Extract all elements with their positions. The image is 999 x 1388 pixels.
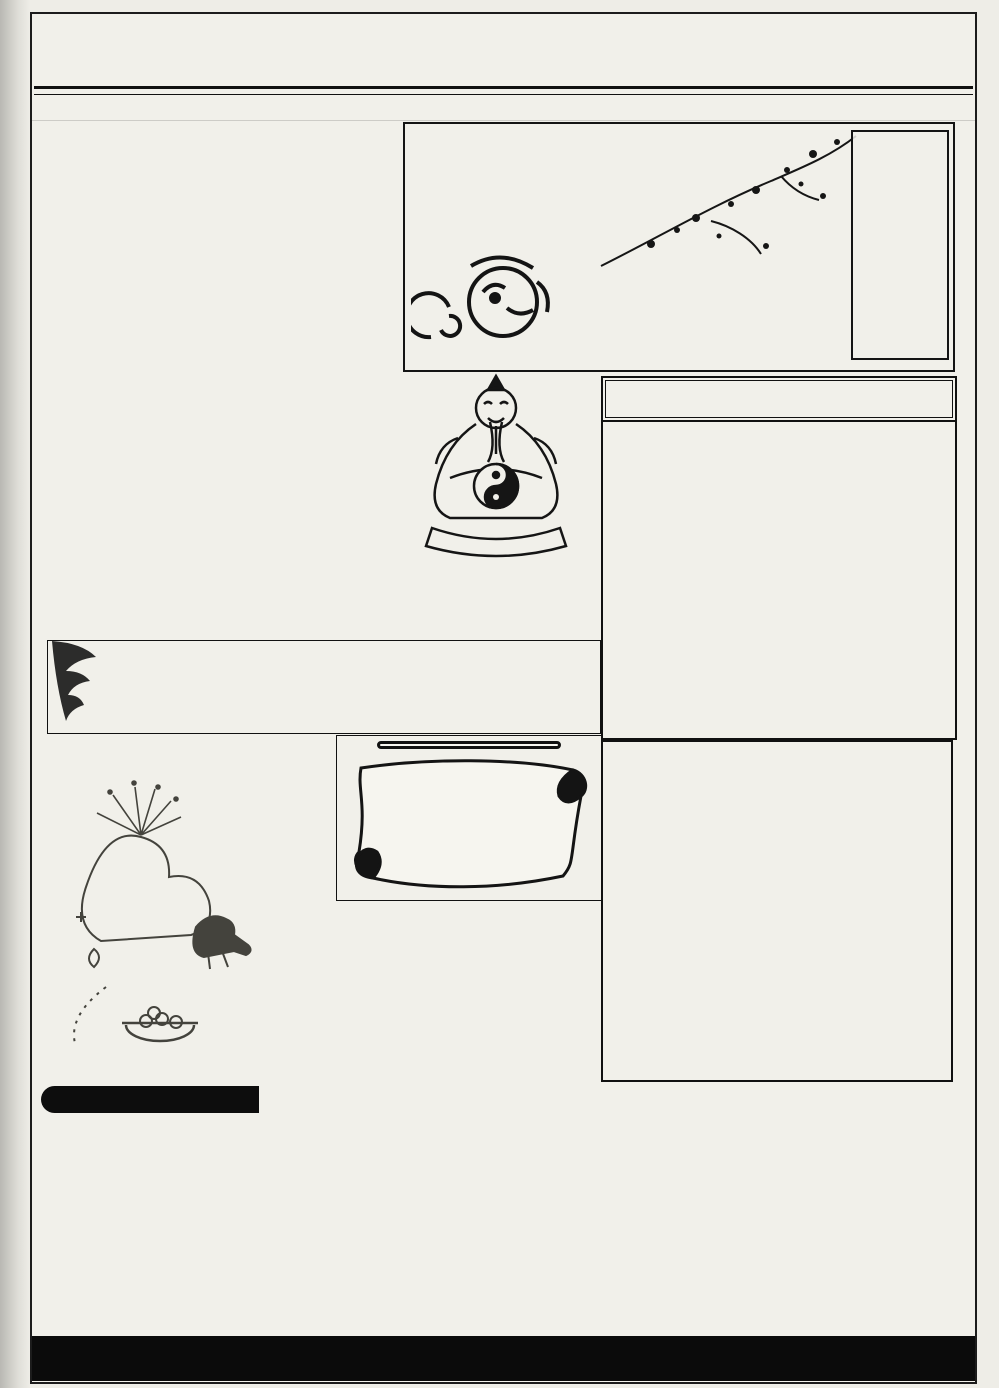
plum-branch-art: [591, 126, 861, 276]
secret-banner: [47, 640, 601, 734]
masthead-logo-box: [403, 122, 955, 372]
results-section: [41, 1085, 967, 1335]
results-title: [41, 1086, 259, 1113]
scroll-art: [337, 750, 597, 898]
treasure-title: [377, 741, 561, 749]
masthead-header: [32, 14, 975, 86]
special-number-section: [195, 306, 407, 638]
opera-mask-art: [411, 242, 581, 366]
right-ornament-strip: [954, 118, 974, 1334]
brush-blob-art: [44, 635, 154, 735]
page-content: [33, 118, 974, 1334]
left-ornament-strip: [2, 130, 26, 1330]
page-title: [32, 14, 975, 18]
hot-cold-table-section: [56, 132, 388, 136]
deity-drawing: [392, 368, 600, 564]
landscape-art: [46, 737, 329, 1082]
article-section: [601, 740, 953, 1082]
motto-box: [851, 130, 949, 360]
marksix-logo: [601, 376, 957, 422]
header-rule: [34, 86, 973, 95]
treasure-map-section: [336, 735, 602, 901]
intro-paragraph: [43, 302, 201, 640]
bottom-banner: [32, 1336, 975, 1381]
tip-panels: [601, 420, 957, 740]
landscape-sketch: [46, 737, 329, 1082]
page-frame: [30, 12, 977, 1384]
deity-illustration-section: [391, 368, 601, 596]
